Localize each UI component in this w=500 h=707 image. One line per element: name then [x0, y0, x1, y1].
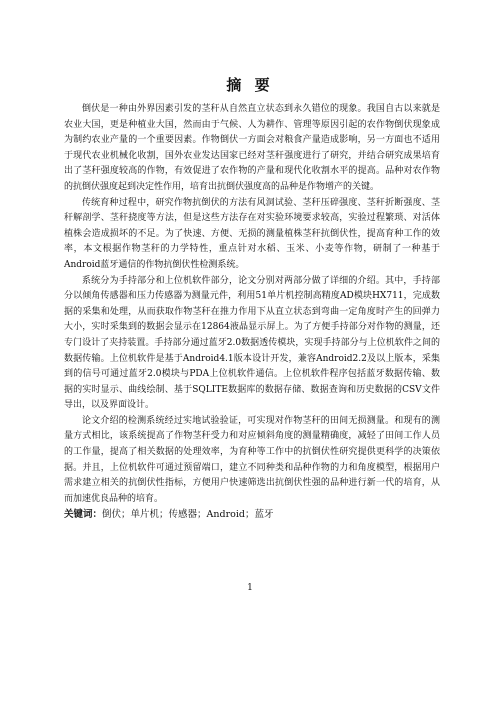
abstract-body: [64, 102, 440, 523]
keywords-line: [64, 507, 440, 523]
page-number: 1: [247, 583, 253, 593]
keywords-label: 关键词：: [64, 509, 103, 521]
abstract-paragraph-2: 传统育种过程中，研究作物抗倒伏的方法有风洞试验、茎秆压碎强度、茎秆折断强度、茎秆解剖学、茎秆挠度等方法，但是这些方法存在对实验环境要求较高，实验过程繁琐、对活体植株会造成损坏的不足。为了快速、方便、无损的测量植株茎秆抗倒伏性，提高育种工作的效率，本文根据作物茎秆的力学特性，重点针对水稻、玉米、小麦等作物，研制了一种基于Android蓝牙通信的作物抗倒伏性检测系统。: [64, 197, 440, 270]
abstract-paragraph-1: 倒伏是一种由外界因素引发的茎秆从自然直立状态到永久错位的现象。我国自古以来就是农业大国，更是种植业大国，然而由于气候、人为耕作、管理等原因引起的农作物倒伏现象成为制约农业产量的一个重要因素。作物倒伏一方面会对粮食产量造成影响，另一方面也不适用于现代农业机械化收割，国外农业发达国家已经对茎秆强度进行了研究，并结合研究成果培育出了茎秆强度较高的作物，有效促进了农作物的产量和现代化收割水平的提高。品种对农作物的抗倒伏强度起到决定性作用，培育出抗倒伏强度高的品种是作物增产的关键。: [64, 104, 440, 192]
abstract-paragraph-4: 论文介绍的检测系统经过实地试验验证，可实现对作物茎秆的田间无损测量。和现有的测量方式相比，该系统提高了作物茎秆受力和对应倾斜角度的测量精确度，减轻了田间工作人员的工作量，提高了相关数据的处理效率，为育种等工作中的抗倒伏性研究提供更科学的决策依据。并且，上位机软件可通过预留端口，建立不同种类和品种作物的力和角度模型，根据用户需求建立相关的抗倒伏性指标，方便用户快速筛选出抗倒伏性强的品种进行新一代的培育，从而加速优良品种的培育。: [64, 415, 440, 504]
keywords-text: 倒伏；单片机；传感器；Android；蓝牙: [102, 509, 274, 521]
abstract-title: 摘 要: [226, 76, 274, 94]
abstract-paragraph-3: 系统分为手持部分和上位机软件部分，论文分别对两部分做了详细的介绍。其中，手持部分以倾角传感器和压力传感器为测量元件，利用51单片机控制高精度AD模块HX711，完成数据的采集和处理，从而获取作物茎秆在推力作用下从直立状态到弯曲一定角度时产生的回弹力大小，实时采集到的数据会显示在12864液晶显示屏上。为了方便手持部分对作物的测量，还专门设计了夹持装置。手持部分通过蓝牙2.0数据透传模块，实现手持部分与上位机软件之间的数据传输。上位机软件是基于Android4.1版本设计开发，兼容Android2.2及以上版本，采集到的信号可通过蓝牙2.0模块与PDA上位机软件通信。上位机软件程序包括蓝牙数据传输、数据的实时显示、曲线绘制、基于SQLITE数据库的数据存储、数据查询和历史数据的CSV文件导出，以及界面设计。: [64, 275, 440, 411]
